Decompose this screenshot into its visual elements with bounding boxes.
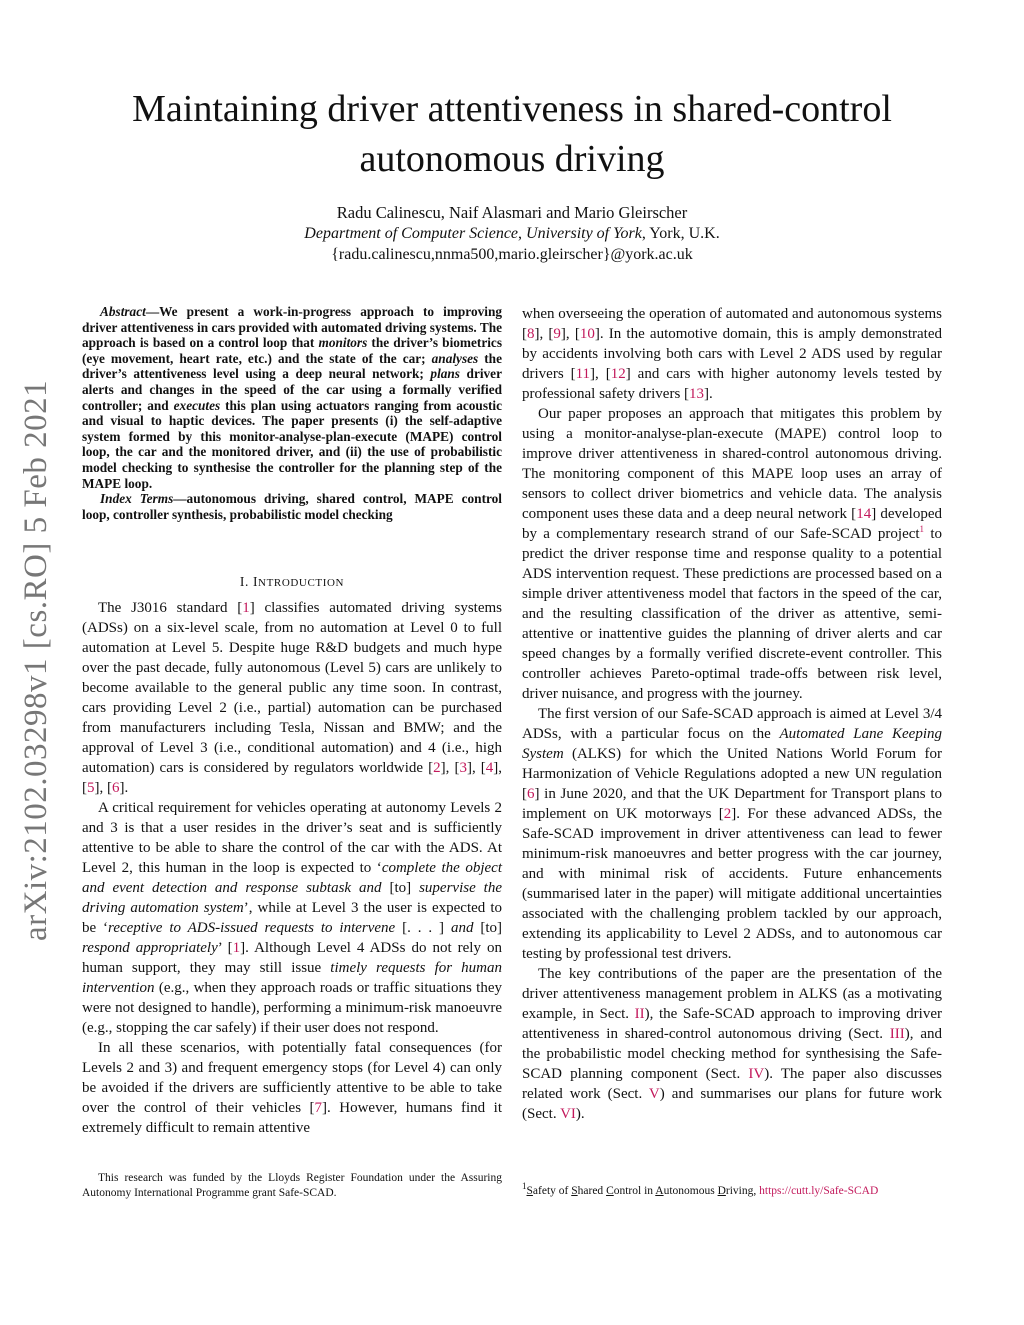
left-column-body xyxy=(82,598,502,1138)
paragraph: Our paper proposes an approach that mitigates this problem by using a monitor-analyse-plan-execute (MAPE) control loop to improve driver attentiveness in shared-control autonomous driving. The monitoring component of this MAPE loop uses an array of sensors to collect driver biometrics and vehicle data. The analysis component uses these data and a deep neural network [14] developed by a complementary research strand of our Safe-SCAD project$^1$ to predict the driver response time and response quality to a potential ADS intervention request. These predictions are processed based on a simple driver attentiveness model that factors in the speed of the car, and the resulting classification of the driver as attentive, semi-attentive or inattentive guides the planning of driver alerts and car speed changes by a formally verified discrete-event controller. This controller achieves Pareto-optimal trade-offs between risk level, driver nuisance, and progress with the journey. xyxy=(522,406,943,702)
citation-link[interactable]: 7 xyxy=(314,1100,323,1116)
paragraph: The J3016 standard [1] classifies automated driving systems (ADSs) on a six-level scale, from no automation at Level 0 to full automation at Level 5. Despite huge R&D budgets and much hype over the past decade, fully autonomous (Level 5) cars are unlikely to become available to the general public any time soon. In contrast, cars providing Level 2 (i.e., partial) automation can be purchased from manufacturers including Tesla, Nissan and BMW; and the approval of Level 3 (i.e., conditional automation) and 4 (i.e., high automation) cars is considered by regulators worldwide [2], [3], [4], [5], [6]. xyxy=(82,600,503,796)
abstract-text: this plan using actuators ranging from acoustic and visual to haptic devices. The paper presents (i) the self-adaptive system formed by this monitor-analyse-plan-execute (MAPE) control loop, the car and the monitored driver, and (ii) the use of probabilistic model checking to synthesise the controller for the planning step of the MAPE loop. xyxy=(82,397,503,491)
citation-link[interactable]: 14 xyxy=(856,506,872,522)
abstract xyxy=(82,304,502,522)
section-link[interactable]: II xyxy=(634,1006,645,1022)
arxiv-identifier: arXiv:2102.03298v1 [cs.RO] 5 Feb 2021 xyxy=(18,379,54,941)
title-line-2: autonomous driving xyxy=(359,138,665,180)
citation-link[interactable]: 3 xyxy=(459,760,467,776)
author-emails: {radu.calinescu,nnma500,mario.gleirscher}@york.ac.uk xyxy=(331,246,693,263)
abstract-emph: plans xyxy=(430,366,460,382)
citation-link[interactable]: 11 xyxy=(575,366,591,382)
abstract-text: —We present a work-in-progress approach to improving driver attentiveness in cars provided with automated driving systems. The approach is based on a control loop that xyxy=(82,304,502,351)
citation-link[interactable]: 2 xyxy=(723,806,732,822)
footnote-marker[interactable]: 1 xyxy=(919,524,925,534)
citation-link[interactable]: 12 xyxy=(610,366,626,382)
index-terms-label: Index Terms xyxy=(100,491,174,507)
paragraph: The first version of our Safe-SCAD approach is aimed at Level 3/4 ADSs, with a particular focus on the Automated Lane Keeping System (ALKS) for which the United Nations World Forum for Harmonization of Vehicle Regulations adopted a new UN regulation [6] in June 2020, and that the UK Department for Transport plans to implement on UK motorways [2]. For these advanced ADSs, the Safe-SCAD improvement in driver attentiveness can lead to fewer minimum-risk manoeuvres and better progress with the car journey, and with minimal risk of accidents. Future enhancements (summarised later in the paper) will mitigate additional uncertainties associated with the challenging problem tackled by our approach, extending its applicability to Level 2 ADSs, and to autonomous car testing by professional test drivers. xyxy=(522,706,942,962)
project-url-link[interactable]: https://cutt.ly/Safe-SCAD xyxy=(759,1185,879,1197)
paragraph: The key contributions of the paper are the presentation of the driver attentiveness management problem in ALKS (as a motivating example, in Sect. II), the Safe-SCAD approach to improving driver attentiveness in shared-control autonomous driving (Sect. III), and the probabilistic model checking method for synthesising the Safe-SCAD planning component (Sect. IV). The paper also discusses related work (Sect. V) and summarises our plans for future work (Sect. VI). xyxy=(522,966,942,1122)
citation-link[interactable]: 9 xyxy=(553,326,561,342)
paragraph: A critical requirement for vehicles operating at autonomy Levels 2 and 3 is that a user resides in the driver’s seat and is sufficiently attentive to be able to share the control of the car with the ADS. At Level 2, this human in the loop is expected to ‘complete the object and event detection and response subtask and [to] supervise the driving automation system’, while at Level 3 the user is expected to be ‘receptive to ADS-issued requests to intervene [. . . ] and [to] respond appropriately’ [1]. Although Level 4 ADSs do not rely on human support, they may still issue timely requests for human intervention (e.g., when they approach roads or traffic situations they were not designed to handle), performing a minimum-risk manoeuvre (e.g., stopping the car safely) if their user does not respond. xyxy=(82,800,502,1036)
abstract-text: the driver’s biometrics (eye movement, heart rate, etc.) and the state of the car; xyxy=(82,335,502,366)
section-link[interactable]: V xyxy=(648,1086,660,1102)
index-terms-text: —autonomous driving, shared control, MAPE control loop, controller synthesis, probabilistic model checking xyxy=(82,491,502,522)
affil-place: , York, U.K. xyxy=(641,225,720,242)
paper-title xyxy=(60,84,964,184)
index-terms xyxy=(82,491,502,522)
citation-link[interactable]: 6 xyxy=(527,786,535,802)
title-line-1: Maintaining driver attentiveness in shared-control xyxy=(132,88,892,130)
affil-sep: , xyxy=(518,225,527,242)
authors: Radu Calinescu, Naif Alasmari and Mario Gleirscher xyxy=(336,203,688,222)
right-column-body xyxy=(522,304,942,1124)
footnote-text: This research was funded by the Lloyds Register Foundation under the Assuring Autonomy International Programme grant Safe-SCAD. xyxy=(82,1172,502,1199)
citation-link[interactable]: 5 xyxy=(87,780,95,796)
paragraph: In all these scenarios, with potentially fatal consequences (for Levels 2 and 3) and frequent emergency stops (for Level 4) can only be avoided if the drivers are sufficiently attentive to be able to take over the control of their vehicles [7]. However, humans find it extremely difficult to remain attentive xyxy=(82,1040,502,1136)
project-footnote: $^1$Safety of Shared Control in Autonomous Driving, https://cutt.ly/Safe-SCAD xyxy=(522,1181,879,1197)
footnote-number: 1 xyxy=(522,1181,527,1192)
citation-link[interactable]: 4 xyxy=(485,760,494,776)
abstract-label: Abstract xyxy=(100,304,146,319)
funding-footnote xyxy=(82,1171,502,1201)
citation-link[interactable]: 10 xyxy=(579,326,595,342)
citation-link[interactable]: 1 xyxy=(232,940,241,956)
abstract-emph: executes xyxy=(173,397,221,413)
section-link[interactable]: VI xyxy=(560,1106,576,1122)
citation-link[interactable]: 1 xyxy=(242,600,250,616)
section-number: I. xyxy=(239,574,253,589)
section-link[interactable]: IV xyxy=(748,1066,765,1082)
abstract-emph: monitors xyxy=(318,335,368,351)
affil-univ: University of York xyxy=(526,225,642,242)
affiliation xyxy=(60,224,964,244)
abstract-emph: analyses xyxy=(431,350,479,366)
section-heading-introduction xyxy=(82,574,502,590)
citation-link[interactable]: 6 xyxy=(112,780,120,796)
section-title-rest: NTRODUCTION xyxy=(258,577,345,589)
section-title-initial: I xyxy=(252,574,259,589)
abstract-text: driver alerts and changes in the speed of the car using a formally verified controller; and xyxy=(82,366,502,413)
citation-link[interactable]: 8 xyxy=(527,326,535,342)
affil-dept: Department of Computer Science xyxy=(304,225,519,242)
citation-link[interactable]: 13 xyxy=(689,386,705,402)
section-link[interactable]: III xyxy=(889,1026,905,1042)
citation-link[interactable]: 2 xyxy=(433,760,441,776)
paragraph: when overseeing the operation of automated and autonomous systems [8], [9], [10]. In the automotive domain, this is amply demonstrated by accidents involving both cars with Level 2 ADS used by regular drivers [11], [12] and cars with higher autonomy levels tested by professional safety drivers [13]. xyxy=(522,306,942,402)
abstract-paragraph xyxy=(82,304,502,491)
abstract-text: the driver’s attentiveness level using a deep neural network; xyxy=(82,350,502,382)
